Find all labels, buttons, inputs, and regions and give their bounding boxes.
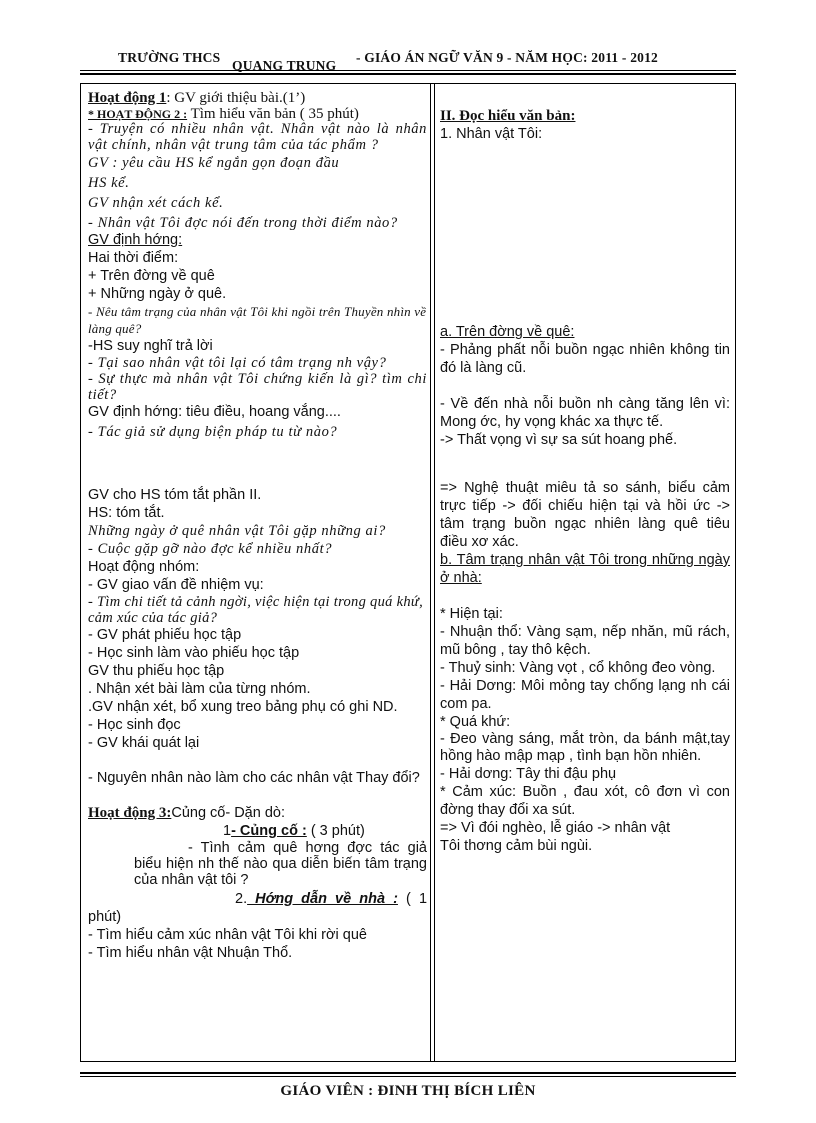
subsection-a-title: a. Trên đờng về quê: [440,324,575,340]
text-line: Hoạt động nhóm: [88,559,200,575]
activity-3 [88,804,427,822]
consolidation-text: - Tình cảm quê hơng đợc tác giả biểu hiện nh thế nào qua diễn biến tâm trạng của nhân vật tôi ? [134,840,427,888]
footer-rule-thick [80,1072,736,1074]
activity-3-text: Củng cố- Dặn dò: [171,805,285,821]
text-line: GV định hớng: tiêu điều, hoang vắng.... [88,404,341,420]
header-subject: - GIÁO ÁN NGỮ VĂN 9 - NĂM HỌC: 2011 - 2012 [356,50,659,65]
text-line: Tôi thơng cảm bùi ngùi. [440,838,593,854]
consolidation-title: - Củng cố : [231,823,307,839]
activity-2-title: * HOẠT ĐỘNG 2 : [88,107,188,121]
question: - Nguyên nhân nào làm cho các nhân vật Thay đổi? [88,770,420,786]
text-line: GV thu phiếu học tập [88,663,225,679]
text-line: - Hải dơng: Tây thi đậu phụ [440,766,617,782]
column-divider [430,84,431,1061]
activity-2-text: Tìm hiểu văn bản ( 35 phút) [187,106,359,122]
homework-number: 2. [235,891,248,907]
text-line: * Hiện tại: [440,606,503,622]
text-line: - Tìm hiểu cảm xúc nhân vật Tôi khi rời quê [88,927,367,943]
teacher-name: GIÁO VIÊN : ĐINH THỊ BÍCH LIÊN [280,1083,536,1099]
text-line: - Học sinh đọc [88,717,181,733]
text-line: - Tìm hiểu nhân vật Nhuận Thổ. [88,945,293,961]
subsection-a [440,323,730,341]
text-line: - GV giao vấn đề nhiệm vụ: [88,577,264,593]
text-line: + Trên đờng về quê [88,268,215,284]
activity-1-title: Hoạt động 1 [88,90,167,106]
homework-title: Hớng dẫn về nhà : [247,891,398,907]
question: - Nhân vật Tôi đợc nói đến trong thời điểm nào? [88,215,398,231]
text-line: - Nhuận thổ: Vàng sạm, nếp nhăn, mũ rách, mũ bông , tay thô kệch. [440,624,730,658]
homework-heading [88,890,427,926]
text-line: - Hải Dơng: Môi mỏng tay chống lạng nh cái com pa. [440,678,730,712]
question: - Tác giả sử dụng biện pháp tu từ nào? [88,424,338,440]
lesson-table [80,83,736,1062]
question: - Tìm chi tiết tả cảnh ngời, việc hiện tại trong quá khứ, cảm xúc của tác giả? [88,594,424,626]
text-line: - GV phát phiếu học tập [88,627,242,643]
text-line: * Quá khứ: [440,714,511,730]
consolidation-number: 1 [223,823,232,839]
text-line: HS kể. [88,175,130,191]
question: Những ngày ở quê nhân vật Tôi gặp những ai? [88,523,386,539]
text-line: - GV khái quát lại [88,735,200,751]
text-line: . Nhận xét bài làm của từng nhóm. [88,681,311,697]
school-name: QUANG TRUNG [232,58,337,73]
text-line: GV nhận xét cách kể. [88,195,224,211]
text-line: GV : yêu cầu HS kể ngắn gọn đoạn đầu [88,155,340,171]
consolidation-time: ( 3 phút) [306,823,365,839]
question: - Truyện có nhiều nhân vật. Nhân vật nào là nhân vật chính, nhân vật trung tâm của tác phẩm ? [88,121,427,153]
text-line: => Vì đói nghèo, lễ giáo -> nhân vật [440,820,671,836]
school-label: TRƯỜNG THCS [118,50,221,65]
text-line: => Nghệ thuật miêu tả so sánh, biểu cảm trực tiếp -> đối chiếu hiện tại và hồi ức -> tâm trạng buồn ngạc nhiên làng quê tiêu điều xơ xác. [440,480,730,550]
activity-1 [88,89,427,107]
teacher-activity-column [88,89,427,962]
homework-time: ( 1 phút) [88,891,428,925]
question: - Cuộc gặp gỡ nào đợc kể nhiều nhất? [88,541,333,557]
question: - Nêu tâm trạng của nhân vật Tôi khi ngồi trên Thuyền nhìn về làng quê? [88,304,427,336]
question: - Sự thực mà nhân vật Tôi chứng kiến là gì? tìm chi tiết? [88,371,427,403]
text-line: - Thuỷ sinh: Vàng vọt , cổ không đeo vòng. [440,660,716,676]
header-rule [80,70,736,71]
text-line: * Cảm xúc: Buồn , đau xót, cô đơn vì con đờng thay đổi xa sút. [440,784,730,818]
text-line: -HS suy nghĩ trả lời [88,338,213,354]
text-line: GV cho HS tóm tắt phần II. [88,487,262,503]
column-divider [434,84,435,1061]
text-line: -> Thất vọng vì sự sa sút hoang phế. [440,432,678,448]
text-line: HS: tóm tắt. [88,505,165,521]
text-line: - Về đến nhà nỗi buồn nh càng tăng lên vì: Mong ớc, hy vọng khác xa thực tế. [440,396,730,430]
section-title: II. Đọc hiểu văn bản: [440,108,576,124]
text-line: - Học sinh làm vào phiếu học tập [88,645,300,661]
text-line: Hai thời điểm: [88,250,179,266]
activity-2 [88,107,427,121]
text-line: 1. Nhân vật Tôi: [440,126,543,142]
content-column [440,89,730,855]
header-rule-thick [80,73,736,75]
text-line: - Đeo vàng sáng, mắt tròn, da bánh mật,tay hồng hào mập mạp , tình bạn hồn nhiên. [440,731,730,764]
text-line: - Phảng phất nỗi buồn ngạc nhiên không tin đó là làng cũ. [440,342,730,376]
text-line: GV định hớng: [88,232,183,248]
consolidation-heading [88,822,427,840]
activity-3-title: Hoạt động 3: [88,805,172,821]
footer-rule [80,1076,736,1077]
text-line: + Những ngày ở quê. [88,286,227,302]
subsection-b-title: b. Tâm trạng nhân vật Tôi trong những ngày ở nhà: [440,552,730,586]
activity-1-text: : GV giới thiệu bài.(1’) [166,90,306,106]
text-line: .GV nhận xét, bổ xung treo bảng phụ có ghi ND. [88,699,398,715]
question: - Tại sao nhân vật tôi lại có tâm trạng nh vậy? [88,355,387,371]
